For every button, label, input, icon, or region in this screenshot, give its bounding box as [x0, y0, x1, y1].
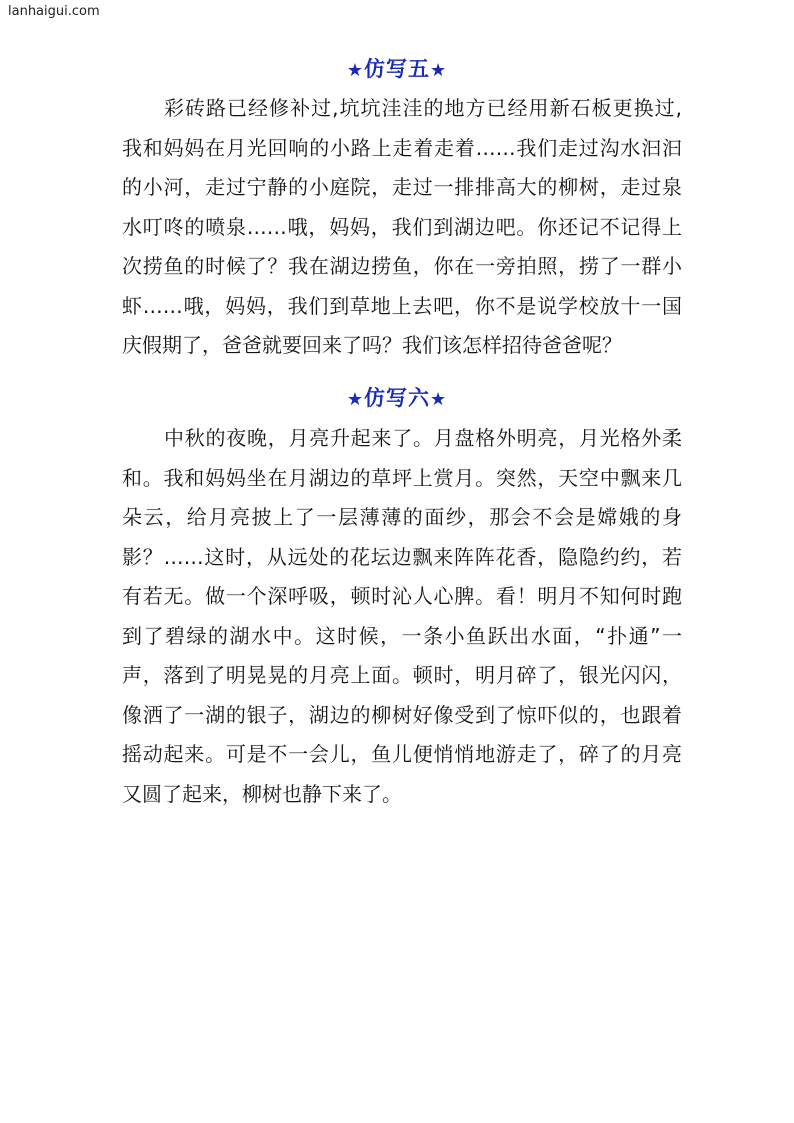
section-six: [0, 383, 794, 413]
section-five-paragraph: [122, 89, 682, 366]
section-six-heading: [0, 383, 794, 413]
paragraph-line: 朵云，给月亮披上了一层薄薄的面纱，那会不会是嫦娥的身: [122, 505, 682, 529]
paragraph-line: 声，落到了明晃晃的月亮上面。顿时，明月碎了，银光闪闪，: [122, 663, 682, 687]
site-watermark: lanhaigui.com: [8, 4, 100, 19]
paragraph-line: 又圆了起来，柳树也静下来了。: [122, 781, 402, 806]
paragraph-line: 像洒了一湖的银子，湖边的柳树好像受到了惊吓似的，也跟着: [122, 702, 682, 727]
paragraph-line: 水叮咚的喷泉……哦，妈妈，我们到湖边吧。你还记不记得上: [122, 214, 682, 239]
section-five-title: 仿写五: [364, 57, 430, 81]
section-five-heading: [0, 54, 794, 84]
star-icon: ★: [430, 60, 448, 81]
paragraph-line: 摇动起来。可是不一会儿，鱼儿便悄悄地游走了，碎了的月亮: [122, 742, 682, 766]
section-five: [0, 54, 794, 84]
paragraph-line: 和。我和妈妈坐在月湖边的草坪上赏月。突然，天空中飘来几: [122, 465, 682, 490]
star-icon: ★: [430, 389, 448, 410]
paragraph-line: 到了碧绿的湖水中。这时候，一条小鱼跃出水面，“扑通”一: [122, 623, 682, 648]
section-six-title: 仿写六: [364, 386, 430, 410]
section-six-paragraph: [122, 419, 682, 814]
paragraph-line: 的小河，走过宁静的小庭院，走过一排排高大的柳树，走过泉: [122, 175, 682, 199]
paragraph-line: 次捞鱼的时候了？我在湖边捞鱼，你在一旁拍照，捞了一群小: [122, 254, 682, 278]
paragraph-line: 影？……这时，从远处的花坛边飘来阵阵花香，隐隐约约，若: [122, 544, 682, 569]
paragraph-line: 虾……哦，妈妈，我们到草地上去吧，你不是说学校放十一国: [122, 293, 682, 318]
paragraph-line: 彩砖路已经修补过,坑坑洼洼的地方已经用新石板更换过,: [164, 96, 682, 120]
paragraph-line: 庆假期了，爸爸就要回来了吗？我们该怎样招待爸爸呢？: [122, 333, 622, 357]
paragraph-line: 有若无。做一个深呼吸，顿时沁人心脾。看！明月不知何时跑: [122, 584, 682, 608]
star-icon: ★: [346, 389, 364, 410]
star-icon: ★: [346, 60, 364, 81]
paragraph-line: 我和妈妈在月光回响的小路上走着走着……我们走过沟水汩汩: [122, 135, 682, 160]
paragraph-line: 中秋的夜晚，月亮升起来了。月盘格外明亮，月光格外柔: [164, 426, 682, 450]
